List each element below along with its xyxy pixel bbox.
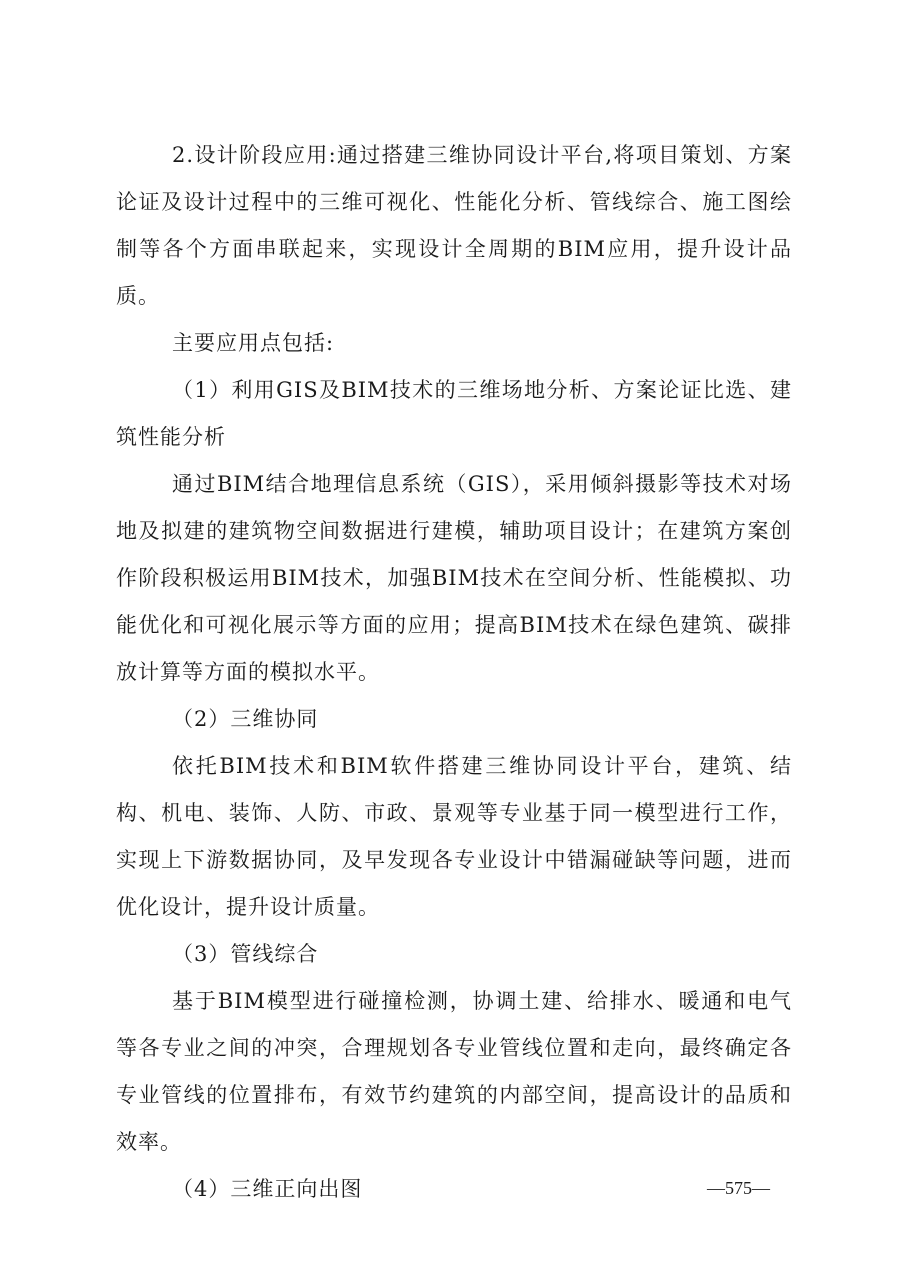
paragraph-main-application-points: 主要应用点包括: <box>172 331 335 355</box>
heading-pipeline-integration: （3）管线综合 <box>172 942 319 966</box>
heading-gis-bim-analysis: （1）利用GIS及BIM技术的三维场地分析、方案论证比选、建筑性能分析 <box>116 378 792 449</box>
heading-3d-collaboration: （2）三维协同 <box>172 707 319 731</box>
document-body <box>116 132 792 1213</box>
paragraph-design-stage-application: 2.设计阶段应用:通过搭建三维协同设计平台,将项目策划、方案论证及设计过程中的三维可视化、性能化分析、管线综合、施工图绘制等各个方面串联起来，实现设计全周期的BIM应用，提升设计品质。 <box>116 143 792 308</box>
page-number: —575— <box>707 1178 770 1198</box>
heading-3d-forward-drawing: （4）三维正向出图 <box>172 1177 363 1201</box>
paragraph-pipeline-integration: 基于BIM模型进行碰撞检测，协调土建、给排水、暖通和电气等各专业之间的冲突，合理规划各专业管线位置和走向，最终确定各专业管线的位置排布，有效节约建筑的内部空间，提高设计的品质和效率。 <box>116 989 792 1154</box>
paragraph-gis-bim-analysis: 通过BIM结合地理信息系统（GIS），采用倾斜摄影等技术对场地及拟建的建筑物空间数据进行建模，辅助项目设计；在建筑方案创作阶段积极运用BIM技术，加强BIM技术在空间分析、性能模拟、功能优化和可视化展示等方面的应用；提高BIM技术在绿色建筑、碳排放计算等方面的模拟水平。 <box>116 472 792 684</box>
paragraph-3d-collaboration: 依托BIM技术和BIM软件搭建三维协同设计平台，建筑、结构、机电、装饰、人防、市政、景观等专业基于同一模型进行工作，实现上下游数据协同，及早发现各专业设计中错漏碰缺等问题，进而优化设计，提升设计质量。 <box>116 754 792 919</box>
